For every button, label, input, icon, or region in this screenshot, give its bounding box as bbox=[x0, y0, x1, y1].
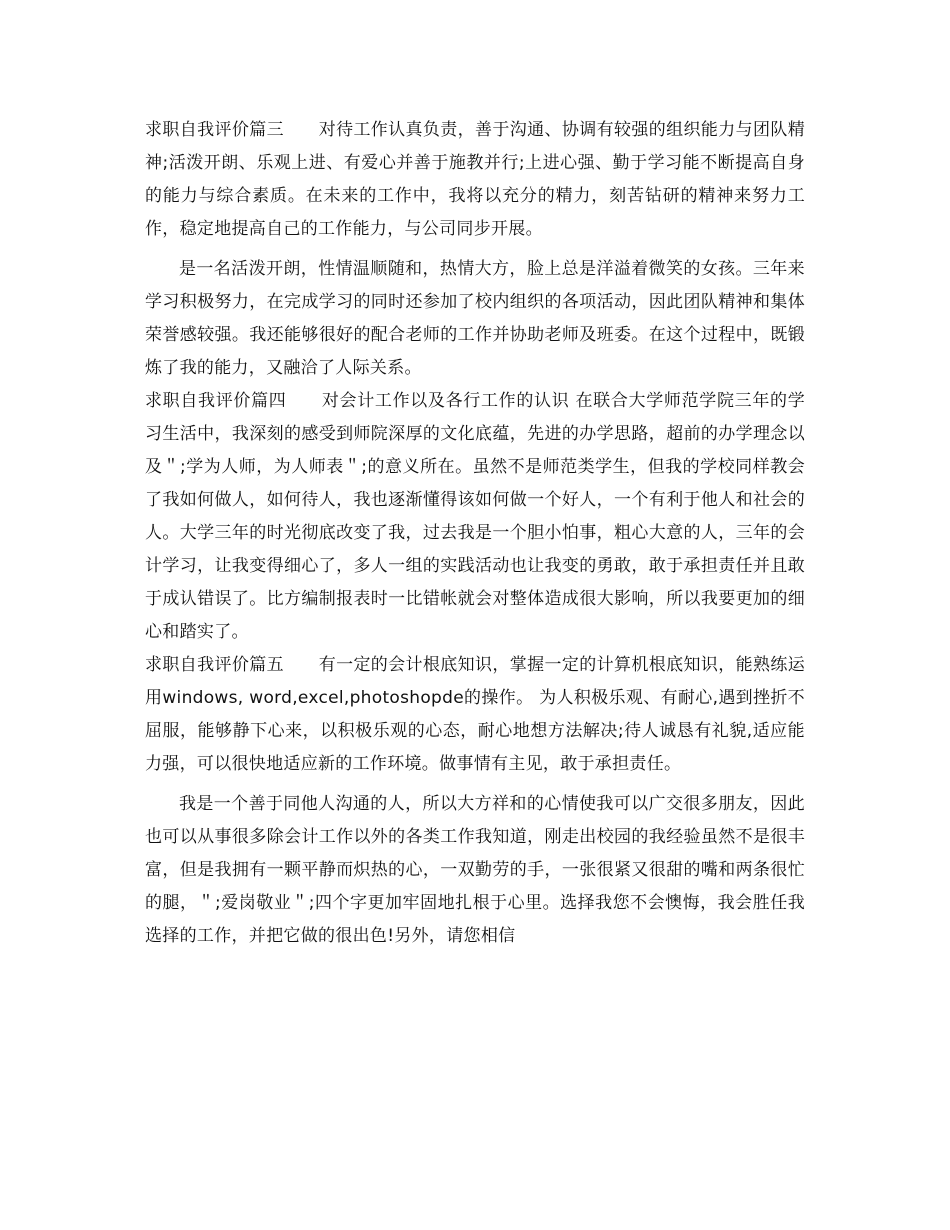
paragraph-communication: 我是一个善于同他人沟通的人，所以大方祥和的心情使我可以广交很多朋友，因此也可以从事很多除会计工作以外的各类工作我知道，刚走出校园的我经验虽然不是很丰富，但是我拥有一颗平静而炽热的心，一双勤劳的手，一张很紧又很甜的嘴和两条很忙的腿，＂;爱岗敬业＂;四个字更加牢固地扎根于心里。选择我您不会懊悔，我会胜任我选择的工作，并把它做的很出色!另外，请您相信 bbox=[145, 794, 805, 946]
paragraph-self-evaluation-3: 求职自我评价篇三 对待工作认真负责，善于沟通、协调有较强的组织能力与团队精神;活泼开朗、乐观上进、有爱心并善于施教并行;上进心强、勤于学习能不断提高自身的能力与综合素质。在未来的工作中，我将以充分的精力，刻苦钻研的精神来努力工作，稳定地提高自己的工作能力，与公司同步开展。 bbox=[145, 120, 805, 239]
document-body bbox=[145, 114, 805, 953]
paragraph-personality: 是一名活泼开朗，性情温顺随和，热情大方，脸上总是洋溢着微笑的女孩。三年来学习积极努力，在完成学习的同时还参加了校内组织的各项活动，因此团队精神和集体荣誉感较强。我还能够很好的配合老师的工作并协助老师及班委。在这个过程中，既锻炼了我的能力，又融洽了人际关系。 bbox=[145, 259, 805, 378]
paragraph-self-evaluation-4: 求职自我评价篇四 对会计工作以及各行工作的认识 在联合大学师范学院三年的学习生活中，我深刻的感受到师院深厚的文化底蕴，先进的办学思路，超前的办学理念以及＂;学为人师，为人师表＂;的意义所在。虽然不是师范类学生，但我的学校同样教会了我如何做人，如何待人，我也逐渐懂得该如何做一个好人，一个有利于他人和社会的人。大学三年的时光彻底改变了我，过去我是一个胆小怕事，粗心大意的人，三年的会计学习，让我变得细心了，多人一组的实践活动也让我变的勇敢，敢于承担责任并且敢于成认错误了。比方编制报表时一比错帐就会对整体造成很大影响，所以我要更加的细心和踏实了。 bbox=[145, 391, 805, 642]
paragraph-self-evaluation-5: 求职自我评价篇五 有一定的会计根底知识，掌握一定的计算机根底知识，能熟练运用windows, word,excel,photoshopde的操作。 为人积极乐观、有耐心,遇到挫折不屈服，能够静下心来，以积极乐观的心态，耐心地想方法解决;待人诚恳有礼貌,适应能力强，可以很快地适应新的工作环境。做事情有主见，敢于承担责任。 bbox=[145, 655, 805, 774]
